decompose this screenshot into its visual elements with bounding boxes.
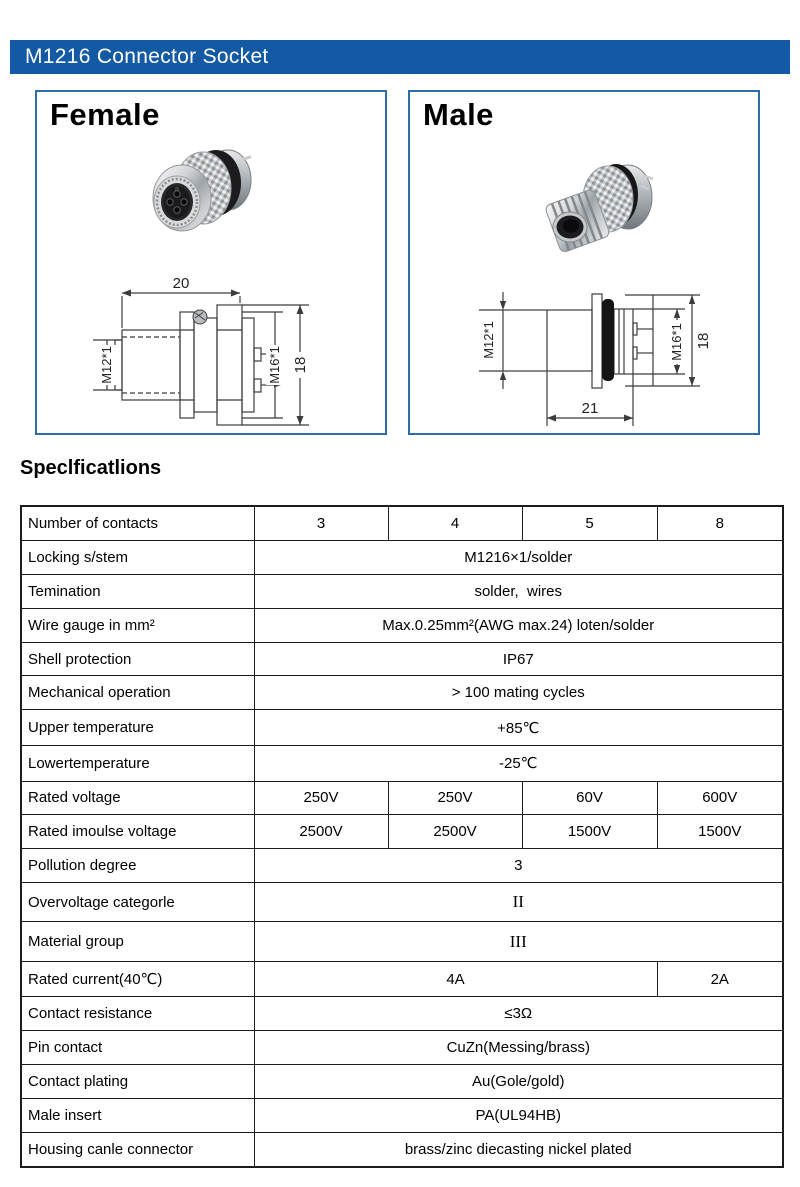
spec-value: II [254, 882, 783, 921]
spec-label: Mechanical operation [21, 676, 254, 710]
spec-value: -25℃ [254, 745, 783, 781]
dim-label-height: 18 [695, 332, 712, 350]
male-connector-photo [540, 147, 655, 257]
spec-label: Material group [21, 922, 254, 961]
dim-label-depth: 21 [581, 400, 599, 417]
spec-label: Shell protection [21, 642, 254, 676]
spec-value: PA(UL94HB) [254, 1098, 783, 1132]
spec-row [21, 849, 783, 883]
spec-row [21, 642, 783, 676]
spec-value: > 100 mating cycles [254, 676, 783, 710]
spec-value: CuZn(Messing/brass) [254, 1031, 783, 1065]
spec-value: 3 [254, 849, 783, 883]
spec-value: 1500V [657, 815, 783, 849]
spec-label: Contact plating [21, 1065, 254, 1099]
male-dimension-drawing [410, 268, 762, 435]
spec-table [20, 505, 784, 1168]
spec-label: Locking s/stem [21, 541, 254, 575]
spec-value: solder, wires [254, 575, 783, 609]
spec-row [21, 608, 783, 642]
spec-value: +85℃ [254, 710, 783, 746]
spec-value: IP67 [254, 642, 783, 676]
spec-value: 3 [254, 506, 388, 541]
spec-row [21, 506, 783, 541]
female-panel [35, 90, 387, 435]
spec-value: 5 [522, 506, 657, 541]
specifications-heading: Speclficatlions [20, 457, 162, 479]
female-panel-label: Female [50, 97, 160, 132]
spec-value: 4 [388, 506, 522, 541]
spec-label: Temination [21, 575, 254, 609]
spec-table-body [21, 506, 783, 1167]
spec-row [21, 922, 783, 961]
spec-value: III [254, 922, 783, 961]
spec-value: 2500V [388, 815, 522, 849]
spec-value: 250V [254, 781, 388, 815]
spec-value: 4A [254, 961, 657, 997]
spec-label: Wire gauge in mm² [21, 608, 254, 642]
spec-value: 250V [388, 781, 522, 815]
spec-label: Number of contacts [21, 506, 254, 541]
spec-value: M1216×1/solder [254, 541, 783, 575]
spec-row [21, 997, 783, 1031]
dim-label-width: 20 [172, 275, 190, 292]
spec-label: Pollution degree [21, 849, 254, 883]
spec-row [21, 1098, 783, 1132]
spec-row [21, 781, 783, 815]
spec-value: ≤3Ω [254, 997, 783, 1031]
dim-label-front-thread: M12*1 [481, 321, 496, 359]
spec-row [21, 882, 783, 921]
spec-label: Rated imoulse voltage [21, 815, 254, 849]
title-bar [10, 40, 790, 74]
spec-row [21, 676, 783, 710]
spec-label: Upper temperature [21, 710, 254, 746]
dim-label-height: 18 [292, 356, 309, 374]
spec-label: Lowertemperature [21, 745, 254, 781]
spec-row [21, 1031, 783, 1065]
spec-label: Male insert [21, 1098, 254, 1132]
spec-row [21, 1065, 783, 1099]
spec-value: 2A [657, 961, 783, 997]
spec-value: 8 [657, 506, 783, 541]
dim-label-front-thread: M12*1 [99, 346, 114, 384]
spec-value: 1500V [522, 815, 657, 849]
spec-row [21, 575, 783, 609]
spec-row [21, 541, 783, 575]
spec-label: Pin contact [21, 1031, 254, 1065]
female-dimension-drawing [37, 268, 389, 435]
male-panel [408, 90, 760, 435]
female-connector-photo [130, 136, 255, 251]
spec-label: Contact resistance [21, 997, 254, 1031]
spec-row [21, 710, 783, 746]
spec-value: Au(Gole/gold) [254, 1065, 783, 1099]
spec-row [21, 1132, 783, 1167]
spec-value: 60V [522, 781, 657, 815]
spec-label: Rated voltage [21, 781, 254, 815]
spec-row [21, 745, 783, 781]
spec-value: 600V [657, 781, 783, 815]
spec-value: brass/zinc diecasting nickel plated [254, 1132, 783, 1167]
spec-label: Overvoltage categorle [21, 882, 254, 921]
spec-label: Rated current(40℃) [21, 961, 254, 997]
male-panel-label: Male [423, 97, 494, 132]
spec-label: Housing canle connector [21, 1132, 254, 1167]
spec-value: 2500V [254, 815, 388, 849]
dim-label-panel-thread: M16*1 [669, 323, 684, 361]
spec-row [21, 961, 783, 997]
spec-value: Max.0.25mm²(AWG max.24) loten/solder [254, 608, 783, 642]
spec-row [21, 815, 783, 849]
page-title: M1216 Connector Socket [25, 45, 269, 68]
dim-label-panel-thread: M16*1 [267, 346, 282, 384]
